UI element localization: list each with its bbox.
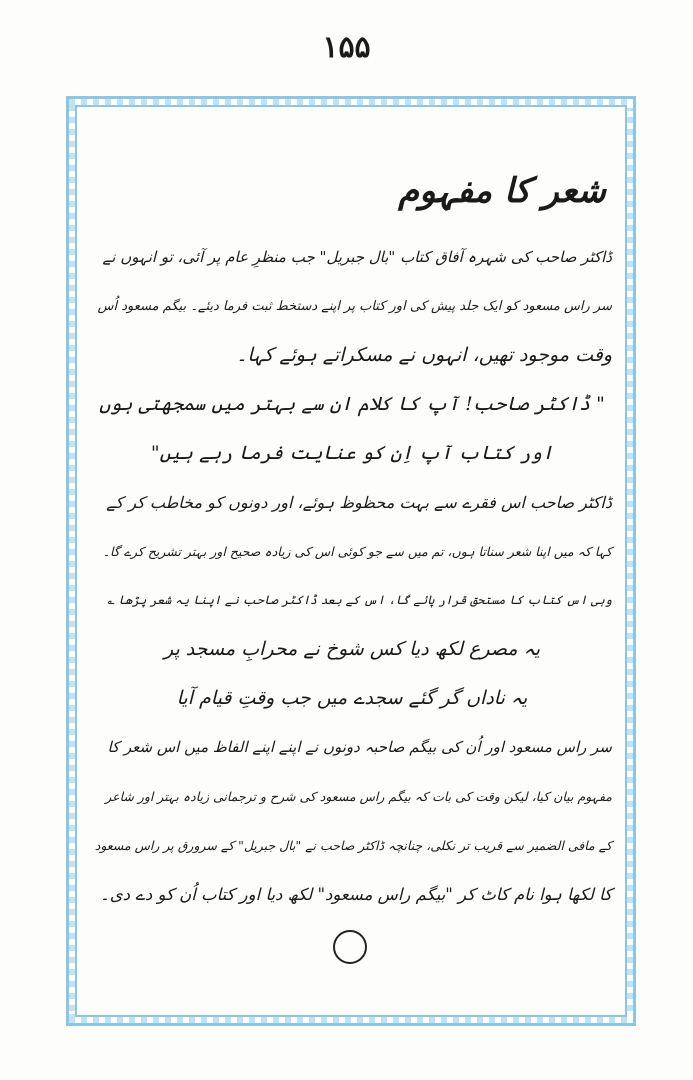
text-line: وہی اس کتاب کا مستحق قرار پائے گا، اس کے بعد ڈاکٹر صاحب نے اپنا یہ شعر پڑھا ؎ xyxy=(107,593,612,607)
text-line: وقت موجود تھیں، انہوں نے مسکراتے ہوئے کہا۔ xyxy=(236,344,612,366)
quote-line: " ڈاکٹر صاحب! آپ کا کلام ان سے بہتر میں سمجھتی ہوں xyxy=(99,393,605,415)
text-line: کے مافی الضمیر سے قریب تر نکلی، چنانچہ ڈاکٹر صاحب نے "بال جبریل" کے سرورق پر راس مسعود xyxy=(94,838,612,853)
section-heading: شعر کا مفہوم xyxy=(398,171,606,211)
text-line: سر راس مسعود کو ایک جلد پیش کی اور کتاب پر اپنے دستخط ثبت فرما دیئے۔ بیگم مسعود اُس xyxy=(97,299,612,314)
text-line: کہا کہ میں اپنا شعر سناتا ہوں، تم میں سے جو کوئی اس کی زیادہ صحیح اور بہتر تشریح کرے گا۔ xyxy=(102,544,612,559)
text-line: ڈاکٹر صاحب کی شہرہ آفاق کتاب "بال جبریل" جب منظرِ عام پر آئی، تو انہوں نے xyxy=(102,248,612,266)
end-ornament-circle xyxy=(333,930,367,964)
verse-line: یہ مصرع لکھ دیا کس شوخ نے محرابِ مسجد پر xyxy=(164,638,540,660)
text-line: مفہوم بیان کیا، لیکن وقت کی بات کہ بیگم راس مسعود کی شرح و ترجمانی زیادہ بہتر اور شاعر xyxy=(105,789,612,804)
text-line: کا لکھا ہوا نام کاٹ کر "بیگم راس مسعود" لکھ دیا اور کتاب اُن کو دے دی۔ xyxy=(100,885,612,904)
verse-line: یہ ناداں گر گئے سجدے میں جب وقتِ قیام آیا xyxy=(176,687,528,709)
quote-line: اور کتاب آپ اِن کو عنایت فرما رہے ہیں" xyxy=(150,442,554,464)
text-line: ڈاکٹر صاحب اس فقرے سے بہت محظوظ ہوئے، اور دونوں کو مخاطب کر کے xyxy=(106,493,612,512)
text-line: سر راس مسعود اور اُن کی بیگم صاحبہ دونوں نے اپنے اپنے الفاظ میں اس شعر کا xyxy=(107,738,612,756)
page-number: ۱۵۵ xyxy=(322,30,371,65)
page-content xyxy=(92,170,612,919)
